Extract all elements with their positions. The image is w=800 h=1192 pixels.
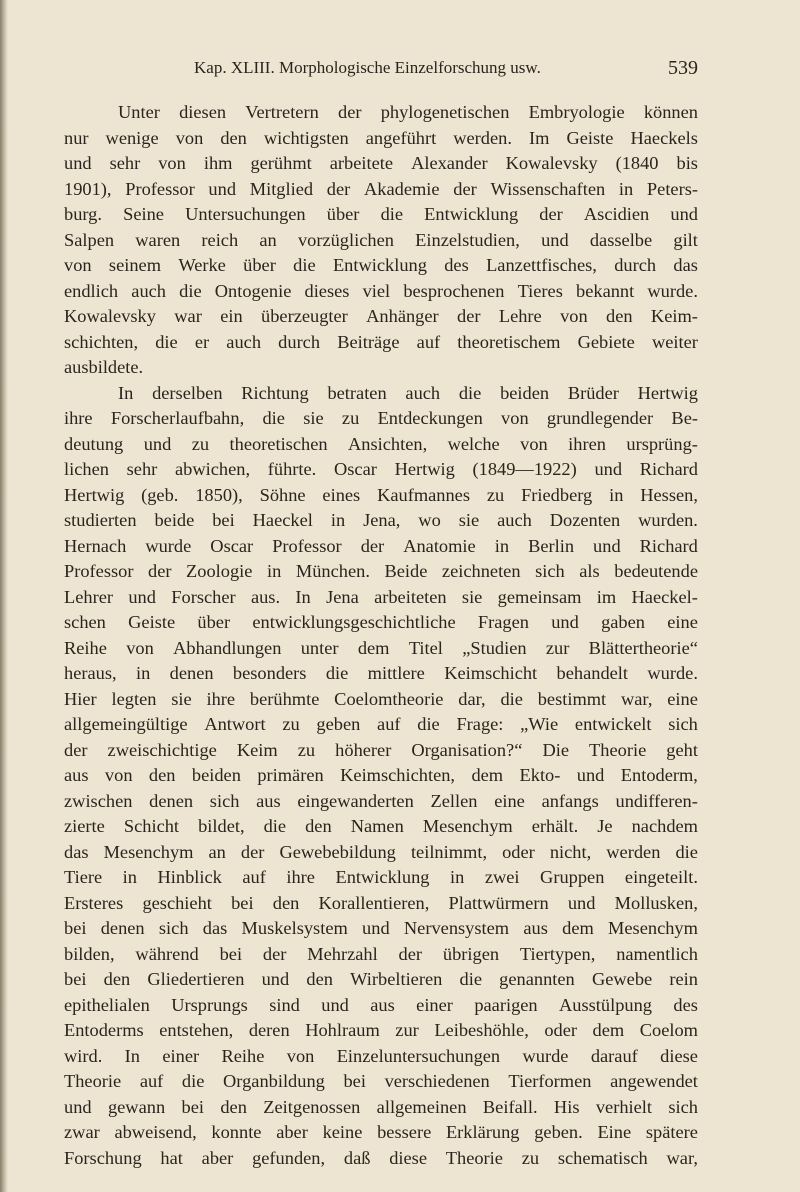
text-line: Professor der Zoologie in München. Beide zeichneten sich als bedeutende [64,561,698,581]
text-line: zierte Schicht bildet, die den Namen Mesenchym erhält. Je nachdem [64,816,698,836]
text-line: aus von den beiden primären Keimschichten, dem Ekto- und Entoderm, [64,765,698,785]
text-line: bei den Gliedertieren und den Wirbeltieren die genannten Gewebe rein [64,969,698,989]
text-line: bei denen sich das Muskelsystem und Nervensystem aus dem Mesenchym [64,918,698,938]
text-line: In derselben Richtung betraten auch die beiden Brüder Hertwig [118,382,698,403]
text-line: studierten beide bei Haeckel in Jena, wo sie auch Dozenten wurden. [64,510,698,530]
running-title: Kap. XLIII. Morphologische Einzelforschung usw. [194,58,541,77]
text-line: Reihe von Abhandlungen unter dem Titel „Studien zur Blättertheorie“ [64,637,698,658]
text-line: Hertwig (geb. 1850), Söhne eines Kaufmannes zu Friedberg in Hessen, [64,484,698,505]
text-line: wird. In einer Reihe von Einzeluntersuchungen wurde darauf diese [64,1045,698,1066]
text-line: Lehrer und Forscher aus. In Jena arbeiteten sie gemeinsam im Haeckel- [64,586,698,607]
text-line: zwischen denen sich aus eingewanderten Zellen eine anfangs undifferen- [64,790,698,811]
text-line: ausbildete. [64,357,144,377]
text-line: Entoderms entstehen, deren Hohlraum zur Leibeshöhle, oder dem Coelom [64,1020,698,1040]
text-line: heraus, in denen besonders die mittlere Keimschicht behandelt wurde. [64,663,698,683]
text-line: Kowalevsky war ein überzeugter Anhänger der Lehre von den Keim- [64,306,698,326]
text-line: Hernach wurde Oscar Professor der Anatomie in Berlin und Richard [64,535,698,556]
text-line: von seinem Werke über die Entwicklung des Lanzettfisches, durch das [64,255,698,275]
text-line: Unter diesen Vertretern der phylogenetischen Embryologie können [118,102,698,122]
page-binding-edge [0,0,8,1192]
text-line: endlich auch die Ontogenie dieses viel besprochenen Tieres bekannt wurde. [64,280,698,301]
text-line: 1901), Professor und Mitglied der Akademie der Wissenschaften in Peters- [64,178,698,199]
page-header [62,58,698,84]
text-line: nur wenige von den wichtigsten angeführt werden. Im Geiste Haeckels [64,127,698,148]
text-line: schichten, die er auch durch Beiträge auf theoretischem Gebiete weiter [64,331,698,352]
text-line: Ersteres geschieht bei den Korallentieren, Plattwürmern und Mollusken, [64,892,698,913]
text-line: deutung und zu theoretischen Ansichten, welche von ihren ursprüng- [64,433,698,454]
text-line: Forschung hat aber gefunden, daß diese Theorie zu schematisch war, [64,1147,698,1168]
text-line: und sehr von ihm gerühmt arbeitete Alexander Kowalevsky (1840 bis [64,153,698,173]
text-line: allgemeingültige Antwort zu geben auf die Frage: „Wie entwickelt sich [64,714,698,734]
text-line: ihre Forscherlaufbahn, die sie zu Entdeckungen von grundlegender Be- [64,408,698,428]
text-line: lichen sehr abwichen, führte. Oscar Hertwig (1849—1922) und Richard [64,459,698,479]
text-line: Salpen waren reich an vorzüglichen Einzelstudien, und dasselbe gilt [64,229,698,250]
text-line: Tiere in Hinblick auf ihre Entwicklung in zwei Gruppen eingeteilt. [64,867,698,887]
text-line: epithelialen Ursprungs sind und aus einer paarigen Ausstülpung des [64,994,698,1015]
page-number: 539 [668,57,698,79]
text-line: Hier legten sie ihre berühmte Coelomtheorie dar, die bestimmt war, eine [64,688,698,709]
text-line: das Mesenchym an der Gewebebildung teilnimmt, oder nicht, werden die [64,841,698,862]
text-line: zwar abweisend, konnte aber keine bessere Erklärung geben. Eine spätere [64,1122,698,1142]
body-text [64,100,698,1171]
text-line: bilden, während bei der Mehrzahl der übrigen Tiertypen, namentlich [64,943,698,964]
text-line: burg. Seine Untersuchungen über die Entwicklung der Ascidien und [64,204,698,224]
text-line: Theorie auf die Organbildung bei verschiedenen Tierformen angewendet [64,1071,698,1091]
text-line: schen Geiste über entwicklungsgeschichtliche Fragen und gaben eine [64,612,698,632]
text-line: und gewann bei den Zeitgenossen allgemeinen Beifall. His verhielt sich [64,1096,698,1117]
text-line: der zweischichtige Keim zu höherer Organisation?“ Die Theorie geht [64,739,698,760]
